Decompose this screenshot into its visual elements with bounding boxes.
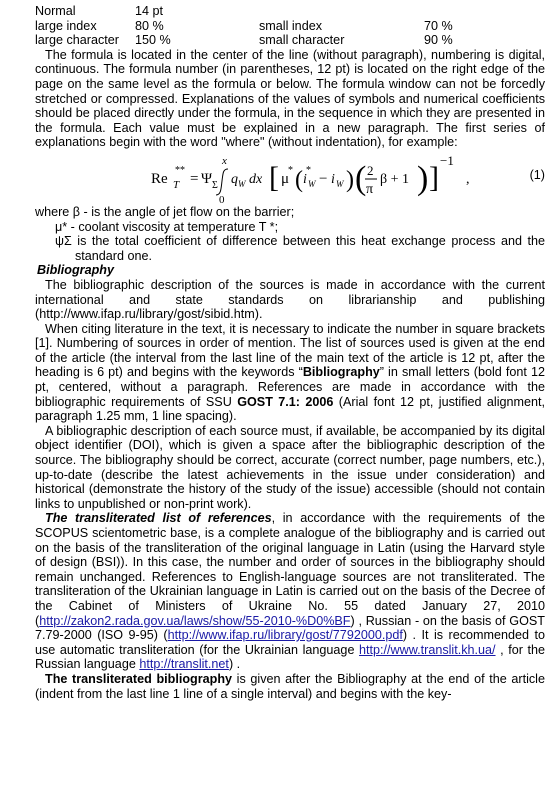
bib-p2-text-b: ” in small letters (bold font 12 pt, centered, without a paragraph. References are made in accordance with the bibliographic requirements of SSU [35,365,545,409]
formula-frac-num: 2 [367,162,374,178]
formula-i2-sub: W [336,178,344,189]
where-line-2: μ* - coolant viscosity at temperature T *; [55,219,279,234]
bib-p2-keyword: Bibliography [302,365,380,380]
bib-paragraph-1: The bibliographic description of the sources is made in accordance with the current international and state standards on librarianship and publishing (http://www.ifap.ru/library/gost/sibid.htm). [35,277,545,322]
link-zakon-rada[interactable]: http://zakon2.rada.gov.ua/laws/show/55-2010-%D0%BF [39,613,351,628]
translit-p2-heading: The transliterated bibliography [45,671,233,686]
formula-mu-star: * [288,164,293,176]
formula-psi: Ψ [201,170,213,187]
translit-p1-text-d: , for the Russian language [35,642,545,672]
bib-paragraph-3: A bibliographic description of each source must, if available, be accompanied by its digital object identifier (DOI), which is given a space after the bibliographic description of the source. The bibliography should be correct, accurate (correct number, page numbers, etc.), up-to-date (describe the latest achievements in the issue under consideration) and historical (demonstrate the history of the study of the issue) accessible (should not contain links to unpublished or non-print work). [35,423,545,511]
translit-p1-text-a: , in accordance with the requirements of the SCOPUS scientometric base, is a complete analogue of the bibliography and is carried out on the basis of the transliteration of the original language in Latin (using the Harvard style of design (BSI)). In this case, the number and order of sources in the bibliography should remain unchanged. References to English-language sources are not transliterated. The transliteration of the Ukrainian language in Latin is carried out on the basis of the Decree of the Cabinet of Ministers of Ukraine No. 55 dated January 27, 2010 ( [35,511,545,628]
link-ifap-gost[interactable]: http://www.ifap.ru/library/gost/7792000.pdf [167,628,403,643]
formula-q: q [231,171,238,187]
right-paren-2: ) [417,159,429,197]
bib-paragraph-2 [35,322,545,424]
left-paren-1: ( [295,166,303,193]
formula-lhs-sub: T [173,178,180,191]
formula-comma: , [466,171,470,187]
settings-row-normal [35,4,545,19]
translit-p1-text-e: ) . [228,657,241,672]
formula-i1-star: * [306,164,311,176]
small-index-value: 70 % [424,18,453,33]
bib-p2-text-a: When citing literature in the text, it is necessary to indicate the number in square brackets [1]. Numbering of sources in order of mention. The list of sources used is given at the end of the article (the interval from the last line of the main text of the article is 12 pt, after the heading is 6 pt) and begins with the keywords “ [35,321,545,380]
small-char-label: small character [259,33,345,48]
small-index-label: small index [259,18,322,33]
small-char-value: 90 % [424,33,453,48]
large-index-label: large index [35,18,97,33]
bib-p2-text-c: (Arial font 12 pt, justified alignment, paragraph 1.25 mm, 1 line spacing). [35,394,545,424]
formula-minus: − [319,170,328,187]
formula-beta-plus: β + 1 [380,171,410,187]
formula-dx: dx [249,171,263,187]
formula-psi-sub: Σ [212,179,218,191]
settings-row-index [35,19,545,34]
translit-p1-heading: The transliterated list of references [45,511,272,526]
formula-mu: μ [281,170,290,187]
left-paren-2: ( [355,159,367,197]
translit-p2-text: is given after the Bibliography at the end of the article (indent from the last line 1 line of a single interval) and begins with the key- [35,671,545,701]
normal-value: 14 pt [135,4,164,18]
formula-number: (1) [529,167,545,182]
translit-paragraph-1 [35,511,545,672]
formula-intro-paragraph: The formula is located in the center of the line (without paragraph), numbering is digital, continuous. The formula number (in parentheses, 12 pt) is located on the right edge of the page on the same level as the formula or below. The formula window can not be forcedly stretched or compressed. Explanations of the values of symbols and numerical coefficients should be placed directly under the formula, in the sequence in which they are presented in the formula. Each value must be explained in a new paragraph. The first series of explanations begin with the word "where" (without indentation), for example: [35,47,545,150]
link-translit-kh[interactable]: http://www.translit.kh.ua/ [359,642,496,657]
formula-i1-sub: W [308,178,316,189]
formula-q-sub: W [238,178,246,189]
where-line-3: ψΣ is the total coefficient of difference between this heat exchange process and the standard one. [55,234,545,263]
where-line-1: where β - is the angle of jet flow on the barrier; [35,204,295,219]
formula-i2: i [331,171,335,187]
formula-int-upper: x [222,154,227,167]
translit-paragraph-2 [35,672,545,701]
right-paren-1: ) [346,166,354,193]
link-translit-net[interactable]: http://translit.net [139,657,229,672]
translit-p1-text-b: ) , Russian - on the basis of GOST 7.79-2000 (ISO 9-95) ( [35,613,545,643]
formula-i1: i [303,171,307,187]
large-index-value: 80 % [135,18,164,33]
document-page [35,4,545,701]
bib-p2-gost: GOST 7.1: 2006 [237,394,334,409]
formula-power: −1 [440,152,454,168]
formula-svg [95,151,535,203]
settings-row-character [35,33,545,48]
large-char-value: 150 % [135,33,171,48]
formula-lhs: Re [151,170,168,187]
left-bracket: [ [269,160,279,194]
right-bracket: ] [429,160,439,194]
formula-block [35,151,545,203]
formula-frac-den: π [366,181,374,197]
formula-equals: = [190,170,199,187]
translit-p1-text-c: ) . It is recommended to use automatic transliteration (for the Ukrainian language [35,628,545,657]
bibliography-heading: Bibliography [37,263,114,278]
formula-lhs-sup: ** [175,164,185,176]
normal-label: Normal [35,4,76,18]
large-char-label: large character [35,33,119,48]
formula-int-lower: 0 [219,193,225,203]
